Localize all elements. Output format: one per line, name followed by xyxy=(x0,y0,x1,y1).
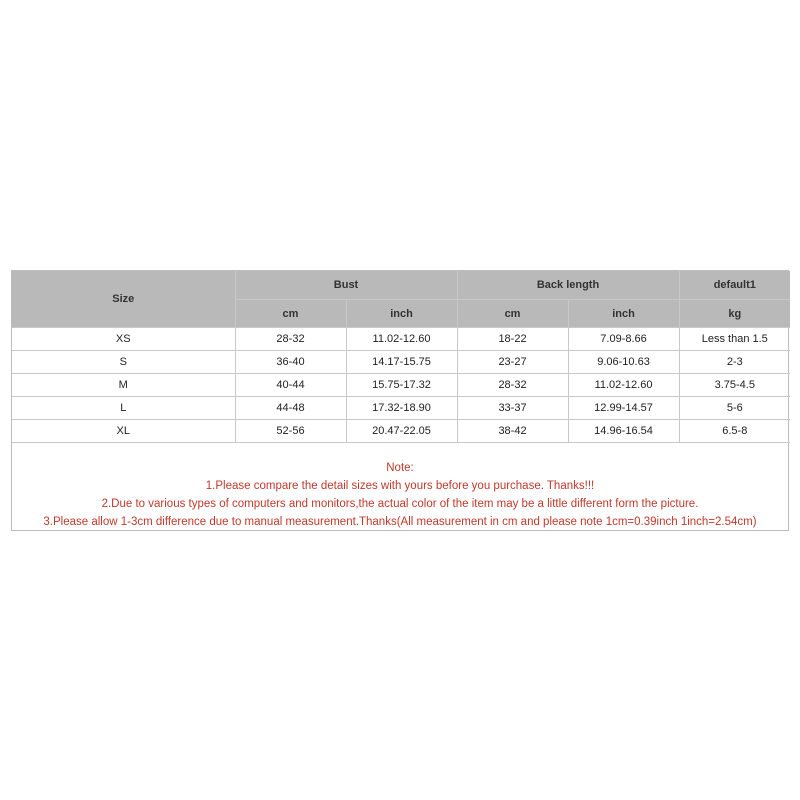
table-cell: Less than 1.5 xyxy=(679,328,790,351)
unit-header: cm xyxy=(235,300,346,328)
table-cell: 28-32 xyxy=(235,328,346,351)
table-cell: 11.02-12.60 xyxy=(346,328,457,351)
table-cell: 28-32 xyxy=(457,374,568,397)
size-cell: L xyxy=(12,397,235,420)
notes-section xyxy=(12,443,788,531)
default1-header: default1 xyxy=(679,271,790,300)
unit-header: cm xyxy=(457,300,568,328)
table-cell: 40-44 xyxy=(235,374,346,397)
table-cell: 12.99-14.57 xyxy=(568,397,679,420)
note-title: Note: xyxy=(386,462,414,474)
table-cell: 14.96-16.54 xyxy=(568,420,679,443)
back-length-header: Back length xyxy=(457,271,679,300)
bust-header: Bust xyxy=(235,271,457,300)
table-cell: 6.5-8 xyxy=(679,420,790,443)
table-row xyxy=(12,374,790,397)
table-cell: 14.17-15.75 xyxy=(346,351,457,374)
table-cell: 23-27 xyxy=(457,351,568,374)
note-line: 3.Please allow 1-3cm difference due to manual measurement.Thanks(All measurement in cm and please note 1cm=0.39inch 1inch=2.54cm) xyxy=(43,516,757,528)
table-row xyxy=(12,351,790,374)
size-table xyxy=(12,271,790,443)
size-cell: M xyxy=(12,374,235,397)
table-cell: 52-56 xyxy=(235,420,346,443)
table-row xyxy=(12,328,790,351)
table-cell: 33-37 xyxy=(457,397,568,420)
unit-header: inch xyxy=(568,300,679,328)
table-cell: 18-22 xyxy=(457,328,568,351)
note-line: 2.Due to various types of computers and monitors,the actual color of the item may be a little different form the picture. xyxy=(101,498,699,510)
table-cell: 9.06-10.63 xyxy=(568,351,679,374)
table-cell: 2-3 xyxy=(679,351,790,374)
table-cell: 36-40 xyxy=(235,351,346,374)
table-cell: 17.32-18.90 xyxy=(346,397,457,420)
note-line: 1.Please compare the detail sizes with yours before you purchase. Thanks!!! xyxy=(205,480,595,492)
table-row xyxy=(12,420,790,443)
table-row xyxy=(12,397,790,420)
table-cell: 5-6 xyxy=(679,397,790,420)
size-header: Size xyxy=(12,271,235,328)
table-cell: 3.75-4.5 xyxy=(679,374,790,397)
unit-header: inch xyxy=(346,300,457,328)
size-cell: S xyxy=(12,351,235,374)
unit-header: kg xyxy=(679,300,790,328)
size-cell: XL xyxy=(12,420,235,443)
table-cell: 38-42 xyxy=(457,420,568,443)
table-cell: 15.75-17.32 xyxy=(346,374,457,397)
size-cell: XS xyxy=(12,328,235,351)
size-chart xyxy=(11,270,789,531)
table-cell: 20.47-22.05 xyxy=(346,420,457,443)
table-cell: 44-48 xyxy=(235,397,346,420)
table-cell: 11.02-12.60 xyxy=(568,374,679,397)
table-cell: 7.09-8.66 xyxy=(568,328,679,351)
